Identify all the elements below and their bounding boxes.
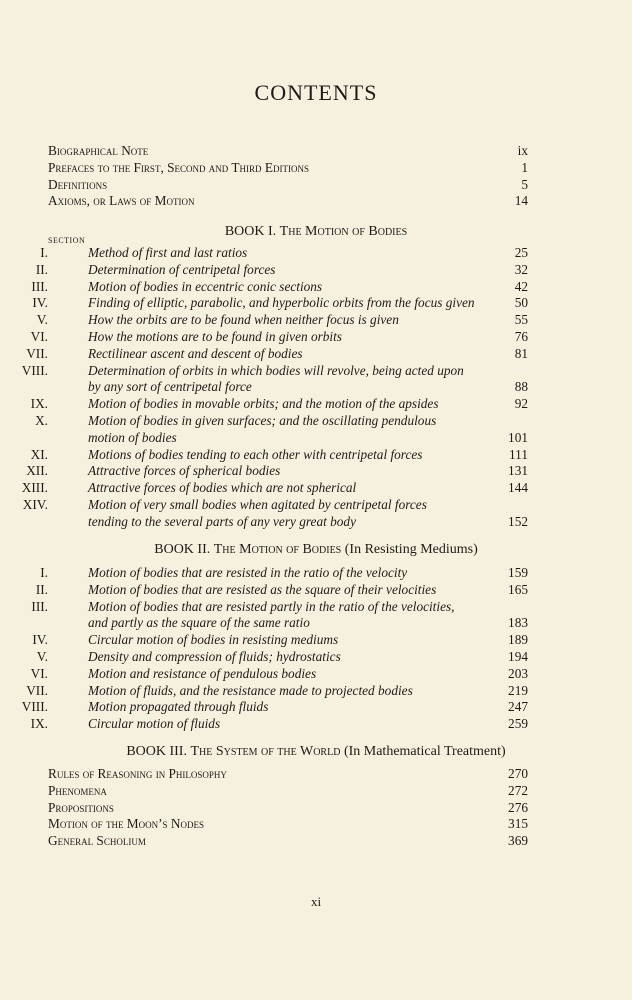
front-matter-entry-title: Axioms, or Laws of Motion xyxy=(48,193,195,209)
book2-section-number: IX. xyxy=(30,716,48,732)
book1-section-page: 92 xyxy=(514,396,528,412)
book1-section-title: motion of bodies xyxy=(88,429,177,445)
book2-section-title: Motion and resistance of pendulous bodies xyxy=(88,665,317,681)
book1-section-line xyxy=(35,261,528,279)
book1-section-page: 131 xyxy=(508,463,528,479)
front-matter-entry-title: Biographical Note xyxy=(48,143,149,158)
book1-section-title: Finding of elliptic, parabolic, and hyperbolic orbits from the focus given xyxy=(88,295,475,311)
book1-heading xyxy=(0,224,632,240)
book1-section-number: VI. xyxy=(30,329,48,344)
book1-title: The Motion of Bodies xyxy=(279,224,408,239)
book2-section-title: Motion of bodies that are resisted as the square of their velocities xyxy=(88,581,437,597)
book1-section-line xyxy=(36,312,528,329)
book3-entry-page: 276 xyxy=(508,799,528,815)
book1-section-page: 32 xyxy=(514,261,528,277)
book3-title: The System of the World xyxy=(190,744,341,759)
front-matter-entry-page: 1 xyxy=(521,159,528,175)
book2-subtitle: (In Resisting Mediums) xyxy=(344,542,478,557)
book3-entry-title: Motion of the Moon’s Nodes xyxy=(48,816,204,832)
book1-section-title: Motion of bodies in given surfaces; and the oscillating pendulous xyxy=(88,413,437,428)
book1-section-title: Motion of bodies in movable orbits; and the motion of the apsides xyxy=(88,396,439,412)
book2-section-title: Motion propagated through fluids xyxy=(88,699,269,715)
book1-section-number: II. xyxy=(35,261,48,277)
front-matter-entry xyxy=(48,160,528,177)
book1-section-page: 42 xyxy=(514,278,528,294)
book2-section-title: Motion of bodies that are resisted partly in the ratio of the velocities, xyxy=(88,598,455,614)
book2-section-number: III. xyxy=(31,598,48,614)
book2-section-page: 259 xyxy=(508,716,528,732)
book3-heading xyxy=(0,744,632,760)
book2-heading xyxy=(0,542,632,558)
book1-section-line xyxy=(21,362,528,380)
book2-section-line xyxy=(40,565,528,582)
front-matter-entry-title: Definitions xyxy=(48,176,108,192)
book2-section-number: VI. xyxy=(30,665,48,681)
front-matter-entry-page: 5 xyxy=(521,176,528,192)
book2-section-number: V. xyxy=(36,649,48,664)
book2-section-title: Circular motion of bodies in resisting mediums xyxy=(88,632,339,648)
book1-section-page: 55 xyxy=(514,312,528,328)
book3-entry xyxy=(48,800,528,817)
book1-section-line xyxy=(48,379,528,396)
book2-section-page: 219 xyxy=(508,682,528,698)
front-matter-entry xyxy=(48,177,528,194)
book3-entry xyxy=(48,816,528,833)
book3-entry-page: 270 xyxy=(508,766,528,781)
book1-section-line xyxy=(31,278,528,296)
book1-section-line xyxy=(26,345,528,363)
front-matter-entry-title: Prefaces to the First, Second and Third Editions xyxy=(48,159,309,175)
book2-section-line xyxy=(48,615,528,632)
book1-section-title: Determination of centripetal forces xyxy=(88,261,276,277)
book2-section-number: VII. xyxy=(26,682,48,698)
book2-section-title: Density and compression of fluids; hydrostatics xyxy=(88,649,341,664)
book2-section-number: VIII. xyxy=(21,699,48,715)
book3-entry-page: 369 xyxy=(508,833,528,849)
book2-title: The Motion of Bodies xyxy=(213,542,342,557)
book1-section-number: IV. xyxy=(32,295,48,311)
book2-section-number: I. xyxy=(40,565,48,580)
book2-section-page: 194 xyxy=(508,649,528,664)
book1-section-page: 144 xyxy=(508,480,528,496)
book2-section-title: Circular motion of fluids xyxy=(88,716,221,732)
book1-section-page: 88 xyxy=(514,379,528,395)
book1-section-page: 25 xyxy=(514,245,528,260)
book1-section-title: Motion of bodies in eccentric conic sections xyxy=(88,278,323,294)
book1-section-number: V. xyxy=(36,312,48,328)
book2-section-page: 247 xyxy=(508,699,528,715)
front-matter-entry-page: ix xyxy=(517,143,528,158)
book1-section-line xyxy=(30,329,528,346)
book2-section-line xyxy=(31,598,528,616)
book1-section-line xyxy=(21,480,528,497)
book1-section-title: Motions of bodies tending to each other with centripetal forces xyxy=(88,446,423,462)
book3-entry-title: Propositions xyxy=(48,799,114,815)
front-matter-entry-page: 14 xyxy=(514,193,528,209)
book1-section-title: Method of first and last ratios xyxy=(88,245,248,260)
book2-section-page: 183 xyxy=(508,615,528,631)
book1-section-line xyxy=(26,463,528,480)
book1-section-number: XII. xyxy=(26,463,48,479)
book1-section-number: XI. xyxy=(30,446,48,462)
book1-section-number: XIII. xyxy=(21,480,48,496)
book1-section-number: VIII. xyxy=(21,362,48,378)
front-matter-entry xyxy=(48,193,528,210)
book2-section-line xyxy=(21,699,528,716)
book3-entry xyxy=(48,783,528,800)
book2-number: BOOK II. xyxy=(154,542,211,557)
book1-number: BOOK I. xyxy=(224,224,277,239)
book3-entry-page: 315 xyxy=(508,816,528,832)
book3-entry xyxy=(48,766,528,783)
book3-entry-title: Rules of Reasoning in Philosophy xyxy=(48,766,227,781)
book1-section-title: tending to the several parts of any very great body xyxy=(88,513,356,529)
book3-entry xyxy=(48,833,528,850)
book3-number: BOOK III. xyxy=(126,744,187,759)
book2-section-page: 165 xyxy=(508,581,528,597)
book1-section-title: Rectilinear ascent and descent of bodies xyxy=(88,345,303,361)
book1-section-page: 50 xyxy=(514,295,528,311)
book3-entry-title: General Scholium xyxy=(48,833,146,849)
book3-entry-page: 272 xyxy=(508,782,528,798)
book1-section-page: 76 xyxy=(514,329,528,344)
book2-section-page: 159 xyxy=(508,565,528,580)
book1-section-title: by any sort of centripetal force xyxy=(88,379,252,395)
book3-subtitle: (In Mathematical Treatment) xyxy=(343,744,506,759)
book2-section-page: 203 xyxy=(508,665,528,681)
book2-section-line xyxy=(30,716,528,733)
book1-section-line xyxy=(30,396,528,413)
book1-section-line xyxy=(32,295,528,312)
book1-section-line xyxy=(22,497,528,514)
book2-section-title: and partly as the square of the same ratio xyxy=(88,615,310,631)
book2-section-number: II. xyxy=(35,581,48,597)
book2-section-title: Motion of fluids, and the resistance made to projected bodies xyxy=(88,682,413,698)
book1-section-number: XIV. xyxy=(22,497,48,512)
book1-section-number: III. xyxy=(31,278,48,294)
page-number: xi xyxy=(310,894,322,909)
book1-section-page: 111 xyxy=(509,446,528,462)
book2-section-line xyxy=(32,632,528,649)
book1-section-title: Attractive forces of bodies which are not spherical xyxy=(88,480,357,496)
book1-section-title: Attractive forces of spherical bodies xyxy=(88,463,281,479)
book2-section-line xyxy=(35,581,528,599)
book3-entry-title: Phenomena xyxy=(48,782,107,798)
book2-section-line xyxy=(26,682,528,700)
book1-section-title: Motion of very small bodies when agitated by centripetal forces xyxy=(88,497,427,512)
book1-section-number: VII. xyxy=(26,345,48,361)
book2-section-line xyxy=(36,649,528,666)
book1-section-number: IX. xyxy=(30,396,48,412)
book2-section-title: Motion of bodies that are resisted in the ratio of the velocity xyxy=(88,565,408,580)
book1-section-line xyxy=(40,245,528,262)
front-matter-entry xyxy=(48,143,528,160)
book1-section-number: I. xyxy=(40,245,48,260)
book1-section-title: How the orbits are to be found when neither focus is given xyxy=(88,312,399,328)
book1-section-page: 152 xyxy=(508,513,528,529)
book1-section-line xyxy=(48,430,528,447)
book1-section-number: X. xyxy=(35,413,48,428)
section-label: SECTION xyxy=(48,236,86,245)
book1-section-title: Determination of orbits in which bodies will revolve, being acted upon xyxy=(88,362,464,378)
book1-section-line xyxy=(35,413,528,430)
book2-section-number: IV. xyxy=(32,632,48,648)
page-title: CONTENTS xyxy=(254,80,378,105)
book1-section-line xyxy=(48,514,528,531)
book1-section-page: 81 xyxy=(514,345,528,361)
book1-section-title: How the motions are to be found in given orbits xyxy=(88,329,342,344)
book1-section-line xyxy=(30,446,528,464)
book2-section-page: 189 xyxy=(508,632,528,648)
book2-section-line xyxy=(30,665,528,683)
book1-section-page: 101 xyxy=(508,429,528,445)
